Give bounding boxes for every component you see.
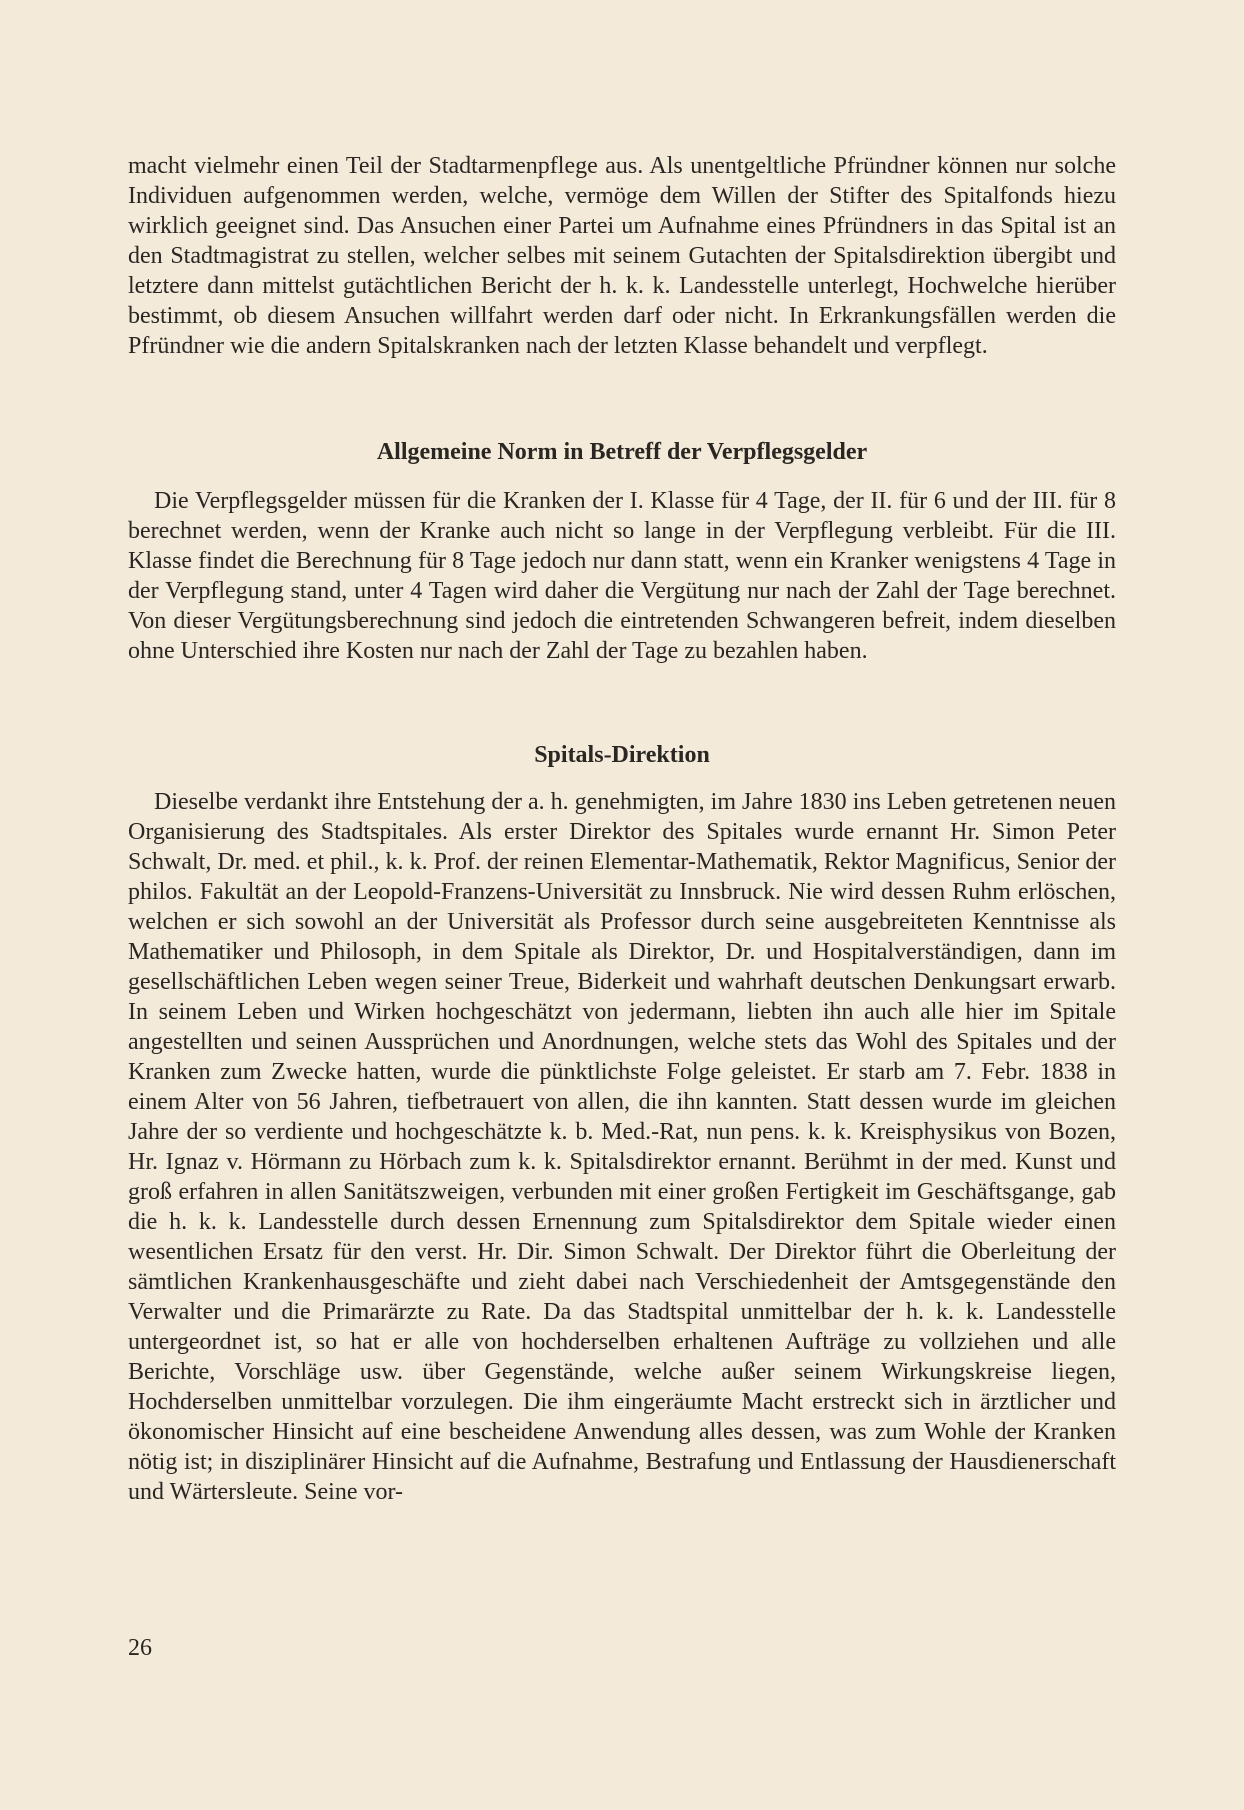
text-block bbox=[128, 486, 1116, 666]
paragraph-pfruendner: macht vielmehr einen Teil der Stadtarmenpflege aus. Als unentgeltliche Pfründner können nur solche Individuen aufgenommen werden, welche, vermöge dem Willen der Stifter des Spitalfonds hiezu wirklich geeignet sind. Das Ansuchen einer Partei um Aufnahme eines Pfründners in das Spital ist an den Stadtmagistrat zu stellen, welcher selbes mit seinem Gutachten der Spitalsdirektion übergibt und letztere dann mittelst gutächtlichen Bericht der h. k. k. Landesstelle unterlegt, Hochwelche hierüber bestimmt, ob diesem Ansuchen willfahrt werden darf oder nicht. In Erkrankungsfällen werden die Pfründner wie die andern Spitalskranken nach der letzten Klasse behandelt und verpflegt. bbox=[128, 153, 1116, 359]
section-heading-spitals-direktion: Spitals-Direktion bbox=[534, 742, 710, 768]
text-block bbox=[128, 151, 1116, 361]
section-heading-verpflegsgelder: Allgemeine Norm in Betreff der Verpflegsgelder bbox=[376, 439, 868, 465]
text-block bbox=[128, 787, 1116, 1507]
paragraph-spitals-direktion: Dieselbe verdankt ihre Entstehung der a. h. genehmigten, im Jahre 1830 ins Leben getretenen neuen Organisierung des Stadtspitales. Als erster Direktor des Spitales wurde ernannt Hr. Simon Peter Schwalt, Dr. med. et phil., k. k. Prof. der reinen Elementar-Mathematik, Rektor Magnificus, Senior der philos. Fakultät an der Leopold-Franzens-Universität zu Innsbruck. Nie wird dessen Ruhm erlöschen, welchen er sich sowohl an der Universität als Professor durch seine ausgebreiteten Kenntnisse als Mathematiker und Philosoph, in dem Spitale als Direktor, Dr. und Hospitalverständigen, dann im gesellschäftlichen Leben wegen seiner Treue, Biderkeit und wahrhaft deutschen Denkungsart erwarb. In seinem Leben und Wirken hochgeschätzt von jedermann, liebten ihn auch alle hier im Spitale angestellten und seinen Aussprüchen und Anordnungen, welche stets das Wohl des Spitales und der Kranken zum Zwecke hatten, wurde die pünktlichste Folge geleistet. Er starb am 7. Febr. 1838 in einem Alter von 56 Jahren, tiefbetrauert von allen, die ihn kannten. Statt dessen wurde im gleichen Jahre der so verdiente und hochgeschätzte k. b. Med.-Rat, nun pens. k. k. Kreisphysikus von Bozen, Hr. Ignaz v. Hörmann zu Hörbach zum k. k. Spitalsdirektor ernannt. Berühmt in der med. Kunst und groß erfahren in allen Sanitätszweigen, verbunden mit einer großen Fertigkeit im Geschäftsgange, gab die h. k. k. Landesstelle durch dessen Ernennung zum Spitalsdirektor dem Spitale wieder einen wesentlichen Ersatz für den verst. Hr. Dir. Simon Schwalt. Der Direktor führt die Oberleitung der sämtlichen Krankenhausgeschäfte und zieht dabei nach Verschiedenheit der Amtsgegenstände den Verwalter und die Primarärzte zu Rate. Da das Stadtspital unmittelbar der h. k. k. Landesstelle untergeordnet ist, so hat er alle von hochderselben erhaltenen Aufträge zu vollziehen und alle Berichte, Vorschläge usw. über Gegenstände, welche außer seinem Wirkungskreise liegen, Hochderselben unmittelbar vorzulegen. Die ihm eingeräumte Macht erstreckt sich in ärztlicher und ökonomischer Hinsicht auf eine bescheidene Anwendung alles dessen, was zum Wohle der Kranken nötig ist; in disziplinärer Hinsicht auf die Aufnahme, Bestrafung und Entlassung der Hausdienerschaft und Wärtersleute. Seine vor- bbox=[128, 789, 1116, 1505]
paragraph-verpflegsgelder: Die Verpflegsgelder müssen für die Kranken der I. Klasse für 4 Tage, der II. für 6 und der III. für 8 berechnet werden, wenn der Kranke auch nicht so lange in der Verpflegung verbleibt. Für die III. Klasse findet die Berechnung für 8 Tage jedoch nur dann statt, wenn ein Kranker wenigstens 4 Tage in der Verpflegung stand, unter 4 Tagen wird daher die Vergütung nur nach der Zahl der Tage berechnet. Von dieser Vergütungsberechnung sind jedoch die eintretenden Schwangeren befreit, indem dieselben ohne Unterschied ihre Kosten nur nach der Zahl der Tage zu bezahlen haben. bbox=[128, 488, 1116, 664]
page-number: 26 bbox=[128, 1635, 152, 1661]
